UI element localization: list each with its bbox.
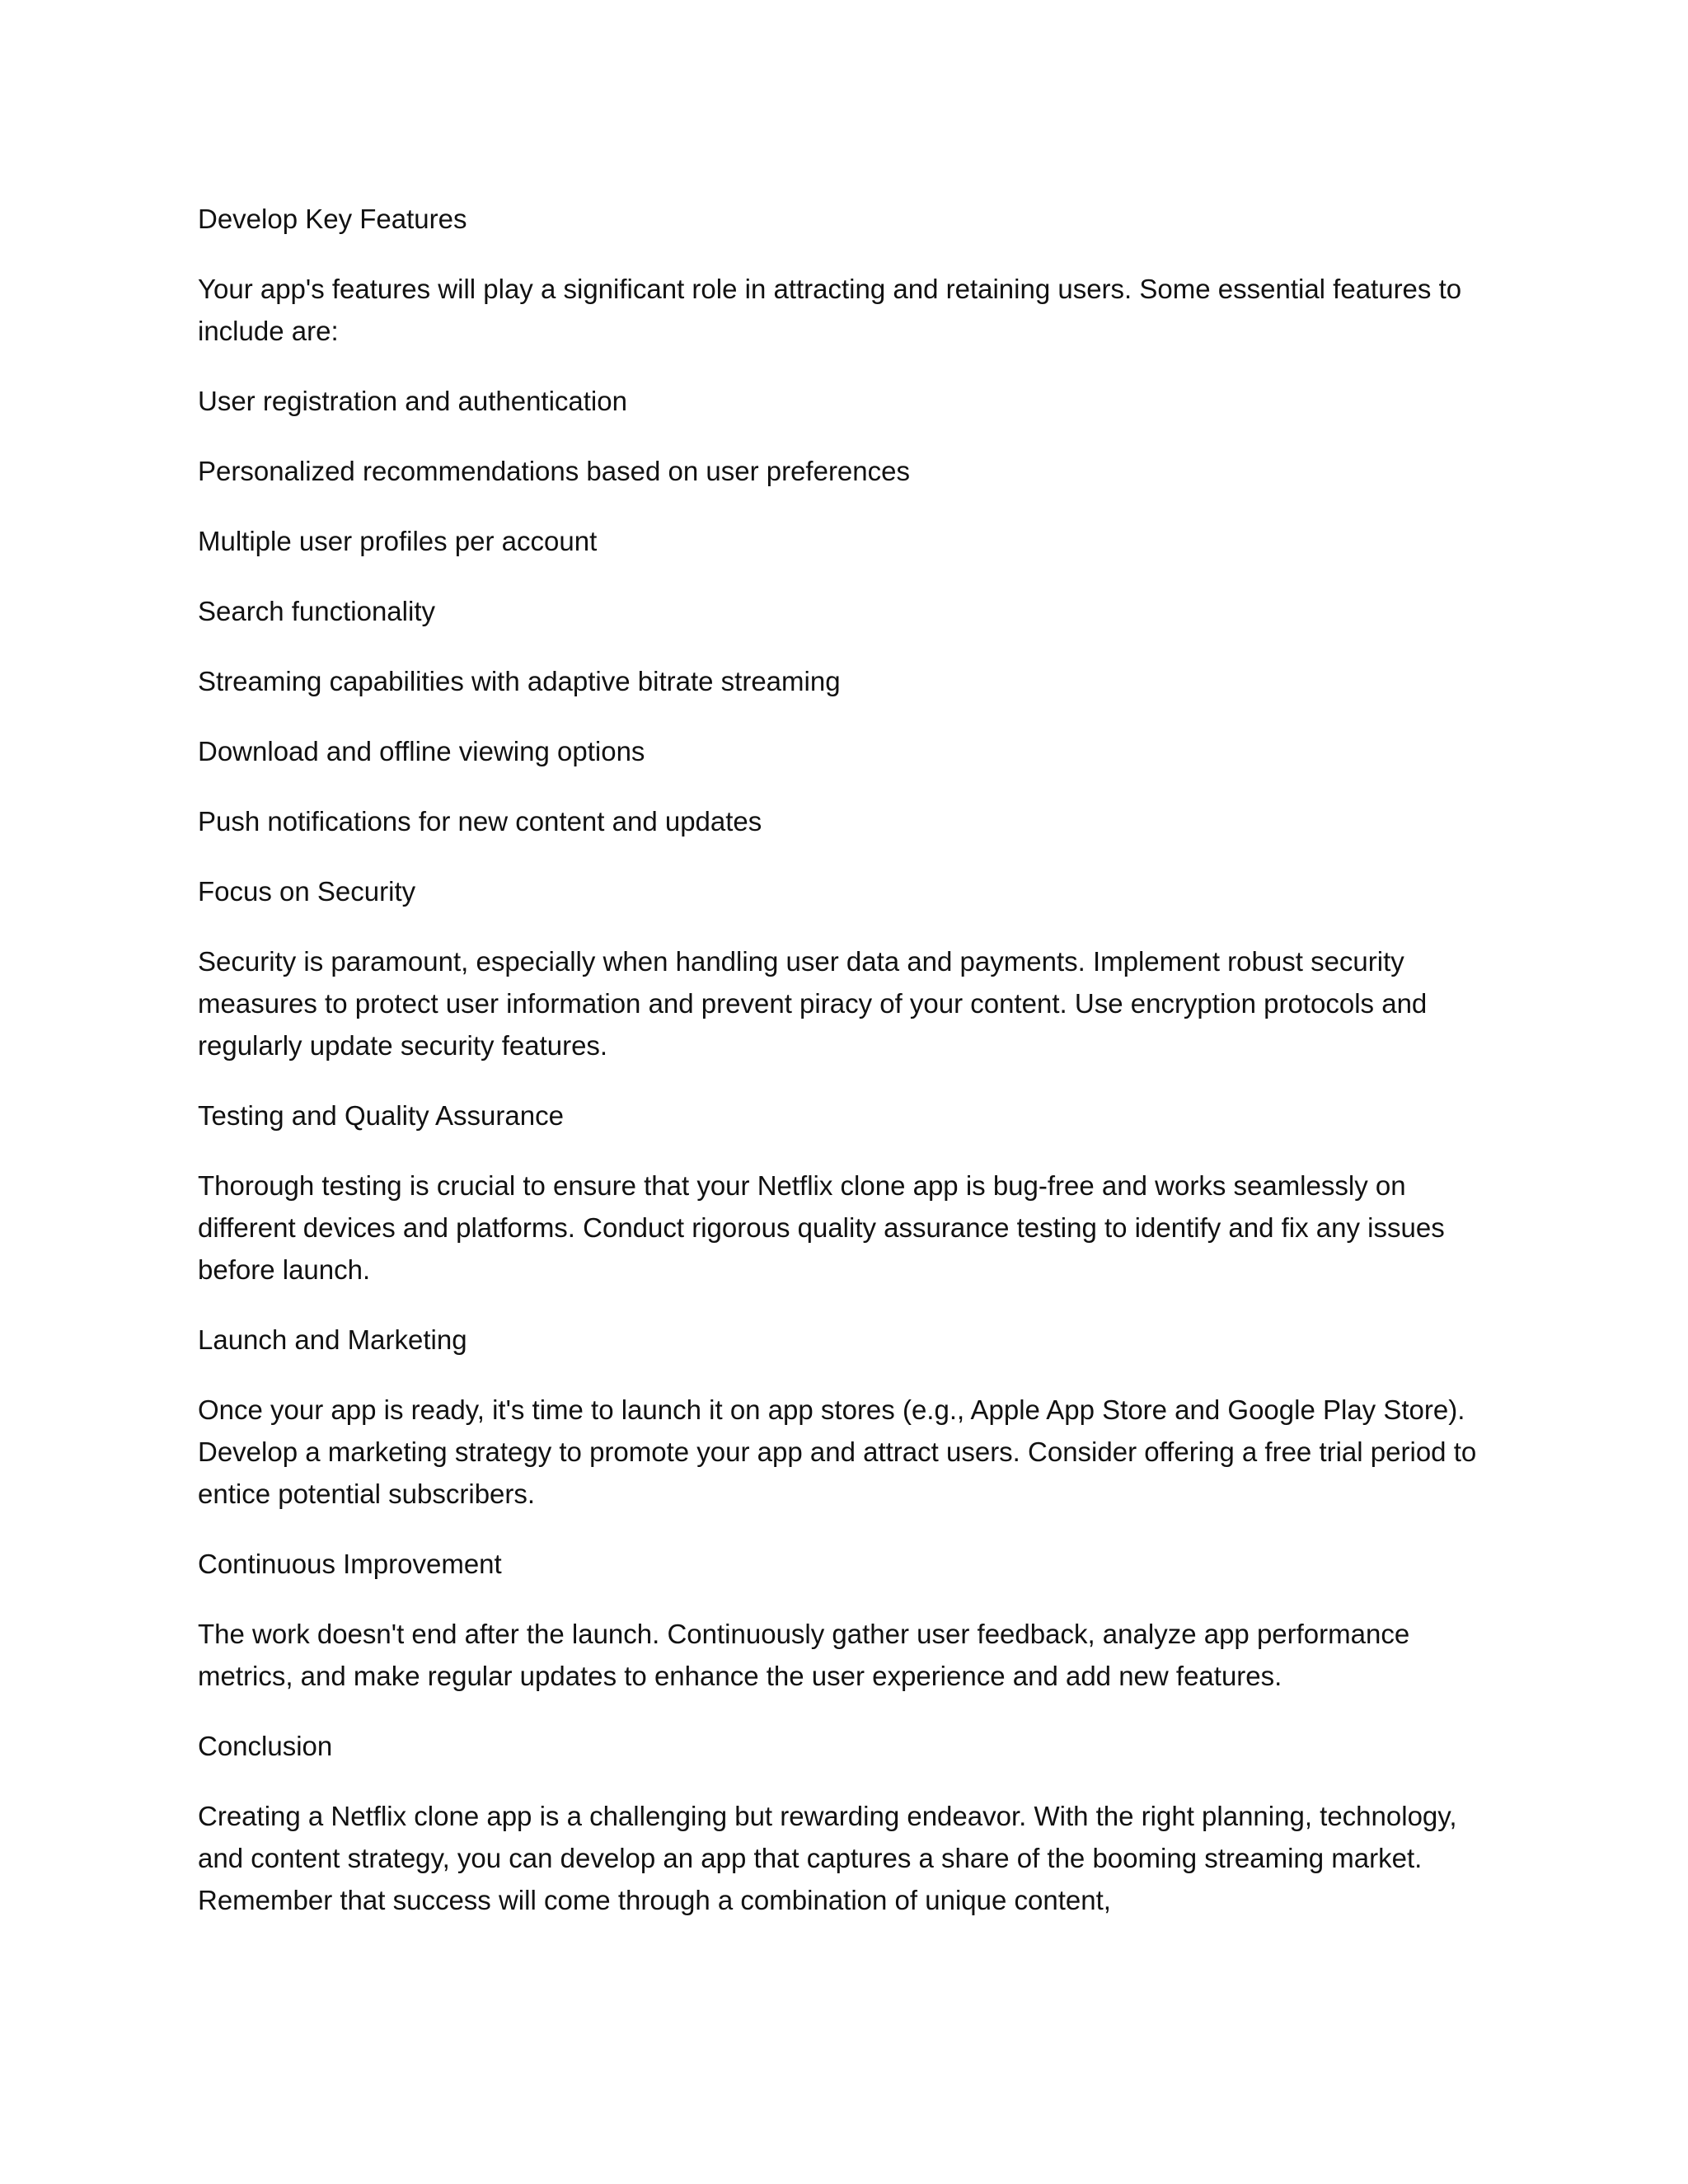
heading-develop-key-features: Develop Key Features — [198, 204, 467, 234]
paragraph-testing: Thorough testing is crucial to ensure that your Netflix clone app is bug-free and works seamlessly on different devices and platforms. Conduct rigorous quality assurance testing to identify and fix any issues before launch. — [198, 1170, 1445, 1285]
heading-conclusion: Conclusion — [198, 1731, 333, 1761]
heading-launch-marketing: Launch and Marketing — [198, 1324, 467, 1355]
heading-testing: Testing and Quality Assurance — [198, 1100, 564, 1131]
heading-focus-on-security: Focus on Security — [198, 876, 416, 907]
list-item-notifications: Push notifications for new content and updates — [198, 806, 762, 837]
paragraph-launch: Once your app is ready, it's time to launch it on app stores (e.g., Apple App Store and Google Play Store). Develop a marketing strategy to promote your app and attract users. Consider offering a free trial period to entice potential subscribers. — [198, 1394, 1477, 1509]
paragraph-improvement: The work doesn't end after the launch. Continuously gather user feedback, analyze app performance metrics, and make regular updates to enhance the user experience and add new features. — [198, 1619, 1410, 1691]
list-item-registration: User registration and authentication — [198, 386, 627, 416]
list-item-recommendations: Personalized recommendations based on user preferences — [198, 456, 910, 486]
list-item-profiles: Multiple user profiles per account — [198, 526, 598, 556]
list-item-streaming: Streaming capabilities with adaptive bitrate streaming — [198, 666, 841, 696]
list-item-search: Search functionality — [198, 596, 435, 626]
list-item-download: Download and offline viewing options — [198, 736, 645, 766]
paragraph-security: Security is paramount, especially when handling user data and payments. Implement robust security measures to protect user information and prevent piracy of your content. Use encryption protocols and regularly update security features. — [198, 946, 1428, 1061]
heading-continuous-improvement: Continuous Improvement — [198, 1549, 502, 1579]
paragraph-conclusion: Creating a Netflix clone app is a challenging but rewarding endeavor. With the right planning, technology, and content strategy, you can develop an app that captures a share of the booming streaming market. Remember that success will come through a combination of unique content, — [198, 1801, 1457, 1915]
paragraph-features-intro: Your app's features will play a significant role in attracting and retaining users. Some essential features to include are: — [198, 274, 1462, 346]
document-page — [198, 198, 1492, 1949]
